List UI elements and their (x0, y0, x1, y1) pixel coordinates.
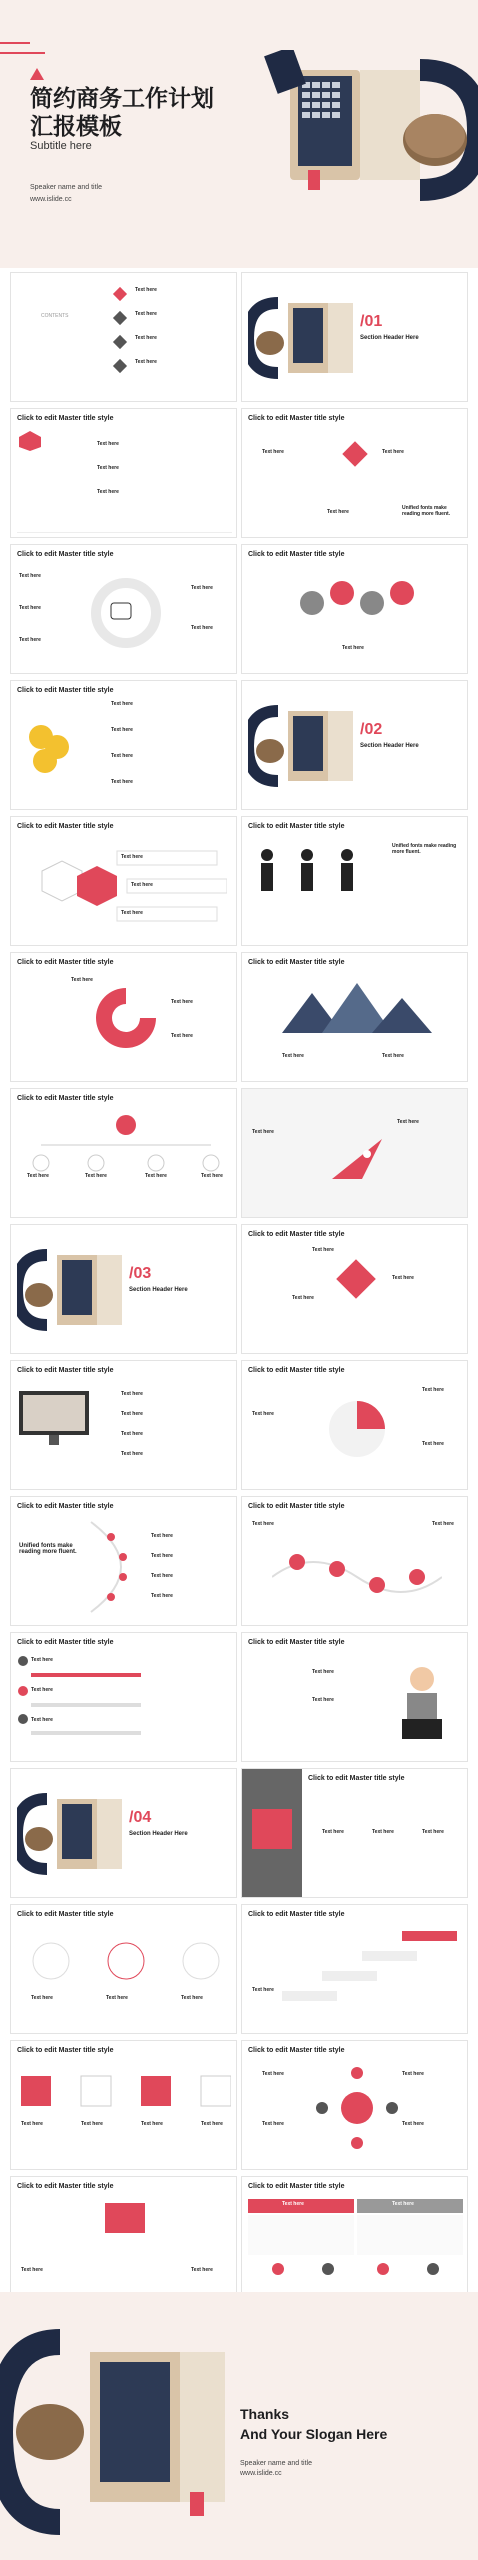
item-label: Text here (262, 2071, 284, 2077)
slide-master[interactable] (10, 544, 237, 674)
slide-master[interactable] (241, 816, 468, 946)
gantt-chart-illustration (252, 1925, 462, 2015)
footer-line (17, 532, 232, 533)
contents-diamonds (111, 283, 131, 393)
flow-item: Text here (121, 854, 143, 860)
item-label: Text here (81, 2121, 103, 2127)
slide-master[interactable] (10, 2176, 237, 2306)
laptop-hands-illustration (17, 1789, 127, 1879)
item-label: Text here (422, 1387, 444, 1393)
slide-title: Click to edit Master title style (17, 415, 114, 422)
section-label: Section Header Here (129, 1287, 188, 1293)
list-item: Text here (151, 1533, 173, 1539)
coins-icon (21, 717, 81, 777)
slide-section-01[interactable] (241, 272, 468, 402)
slide-section-02[interactable] (241, 680, 468, 810)
slide-title: Click to edit Master title style (17, 823, 114, 830)
table-header: Text here (392, 2201, 414, 2207)
item-label: Text here (262, 2121, 284, 2127)
flow-item: Text here (121, 910, 143, 916)
laptop-hands-illustration (17, 1245, 127, 1335)
section-number: /01 (360, 313, 383, 330)
item-label: Text here (106, 1995, 128, 2001)
item-label: Text here (71, 977, 93, 983)
thanks-title (240, 2404, 387, 2444)
item-label: Text here (402, 2121, 424, 2127)
hub-diagram (312, 2063, 402, 2153)
item-label: Text here (252, 1411, 274, 1417)
item-label: Text here (191, 585, 213, 591)
half-donut-chart (91, 983, 161, 1053)
item-label: Text here (171, 1033, 193, 1039)
item-label: Text here (397, 1119, 419, 1125)
slide-title: Click to edit Master title style (248, 551, 345, 558)
diamond-cluster (332, 1255, 382, 1305)
item-label: Text here (191, 625, 213, 631)
building-photo-panel (242, 1769, 302, 1898)
slide-title: Click to edit Master title style (248, 959, 345, 966)
slide-master[interactable] (241, 1632, 468, 1762)
section-number: /02 (360, 721, 383, 738)
slide-title: Click to edit Master title style (248, 1231, 345, 1238)
item-label: Text here (171, 999, 193, 1005)
item-label: Text here (21, 2121, 43, 2127)
section-label: Section Header Here (360, 335, 419, 341)
rocket-illustration (322, 1129, 392, 1189)
contents-label: CONTENTS (41, 313, 69, 319)
cover-speaker: Speaker name and title (30, 184, 102, 191)
slide-section-04[interactable] (10, 1768, 237, 1898)
list-item: Text here (121, 1451, 143, 1457)
bar-label: Text here (31, 1657, 53, 1663)
item-label: Text here (372, 1829, 394, 1835)
list-item: Text here (97, 489, 119, 495)
slide-title: Click to edit Master title style (17, 1911, 114, 1918)
section-number: /03 (129, 1265, 152, 1282)
item-label: Text here (252, 1129, 274, 1135)
monitor-illustration (19, 1391, 89, 1451)
accent-bar (0, 42, 30, 44)
item-label: Text here (382, 449, 404, 455)
slide-section-03[interactable] (10, 1224, 237, 1354)
section-label: Section Header Here (360, 743, 419, 749)
unified-text: Unified fonts make reading more fluent. (392, 843, 457, 855)
slide-contents[interactable] (10, 272, 237, 402)
unified-text: Unified fonts make reading more fluent. (402, 505, 451, 517)
slide-rocket[interactable] (241, 1088, 468, 1218)
slide-title: Click to edit Master title style (308, 1775, 405, 1782)
slide-master[interactable] (10, 816, 237, 946)
item-label: Text here (181, 1995, 203, 2001)
slide-title: Click to edit Master title style (17, 2183, 114, 2190)
tools-icon (105, 2203, 145, 2233)
slide-master[interactable] (10, 952, 237, 1082)
item-label: Text here (19, 637, 41, 643)
slide-title: Click to edit Master title style (248, 1911, 345, 1918)
item-label: Text here (145, 1173, 167, 1179)
unified-text: Unified fonts make reading more fluent. (19, 1543, 77, 1555)
flow-item: Text here (131, 882, 153, 888)
pin-timeline (272, 1537, 442, 1597)
item-label: Text here (402, 2071, 424, 2077)
item-label: Text here (27, 1173, 49, 1179)
list-item: Text here (121, 1411, 143, 1417)
slide-title: Click to edit Master title style (248, 1639, 345, 1646)
list-item: Text here (97, 441, 119, 447)
item-label: Text here (342, 645, 364, 651)
slide-master[interactable] (241, 1224, 468, 1354)
contents-item: Text here (135, 335, 157, 341)
list-item: Text here (151, 1553, 173, 1559)
slide-title: Click to edit Master title style (248, 415, 345, 422)
cover-title: 简约商务工作计划汇报模板 (30, 85, 214, 139)
thanks-line: Thanks (240, 2406, 290, 2422)
slide-title: Click to edit Master title style (17, 959, 114, 966)
slide-master[interactable] (10, 680, 237, 810)
item-label: Text here (85, 1173, 107, 1179)
slide-title: Click to edit Master title style (248, 1367, 345, 1374)
laptop-hands-illustration (248, 293, 358, 383)
item-label: Text here (141, 2121, 163, 2127)
slide-title: Click to edit Master title style (248, 823, 345, 830)
list-item: Text here (111, 727, 133, 733)
bar-label: Text here (31, 1687, 53, 1693)
item-label: Text here (201, 2121, 223, 2127)
diamond-icon (340, 439, 370, 469)
slide-master[interactable] (241, 1360, 468, 1490)
contents-item: Text here (135, 311, 157, 317)
item-label: Text here (31, 1995, 53, 2001)
slide-title: Click to edit Master title style (17, 1639, 114, 1646)
slide-master[interactable] (10, 408, 237, 538)
slide-master[interactable] (241, 2040, 468, 2170)
slide-master[interactable] (241, 408, 468, 538)
slide-title: Click to edit Master title style (17, 2047, 114, 2054)
cross-diagram (312, 1389, 402, 1469)
slide-title: Click to edit Master title style (17, 1503, 114, 1510)
slide-title: Click to edit Master title style (17, 1095, 114, 1102)
item-label: Text here (262, 449, 284, 455)
person-laptop-illustration (382, 1659, 462, 1749)
slide-title: Click to edit Master title style (248, 2047, 345, 2054)
list-item: Text here (121, 1431, 143, 1437)
slide-master[interactable] (241, 544, 468, 674)
slide-master[interactable] (10, 1904, 237, 2034)
section-label: Section Header Here (129, 1831, 188, 1837)
laptop-hands-illustration (248, 701, 358, 791)
item-label: Text here (191, 2267, 213, 2273)
list-item: Text here (111, 701, 133, 707)
progress-bars (17, 1653, 147, 1743)
item-label: Text here (312, 1247, 334, 1253)
step-circles (21, 1931, 231, 1991)
item-label: Text here (19, 605, 41, 611)
item-label: Text here (392, 1275, 414, 1281)
item-label: Text here (252, 1987, 274, 1993)
list-item: Text here (121, 1391, 143, 1397)
comparison-table (248, 2199, 463, 2289)
skyline-illustration (282, 983, 432, 1033)
item-label: Text here (422, 1441, 444, 1447)
item-label: Text here (432, 1521, 454, 1527)
bar-label: Text here (31, 1717, 53, 1723)
triangle-icon (30, 68, 44, 80)
slide-master[interactable] (10, 1496, 237, 1626)
item-label: Text here (252, 1521, 274, 1527)
slide-title: Click to edit Master title style (248, 1503, 345, 1510)
list-item: Text here (111, 779, 133, 785)
slide-master[interactable] (241, 1768, 468, 1898)
end-site: www.islide.cc (240, 2470, 282, 2477)
contents-item: Text here (135, 287, 157, 293)
cover-subtitle: Subtitle here (30, 140, 92, 152)
tree-diagram (21, 1113, 231, 1193)
slide-master[interactable] (10, 1632, 237, 1762)
slide-master[interactable] (241, 1904, 468, 2034)
ring-chart-illustration (81, 573, 171, 653)
slide-master[interactable] (10, 1360, 237, 1490)
item-label: Text here (21, 2267, 43, 2273)
slide-title: Click to edit Master title style (17, 1367, 114, 1374)
circle-cluster-illustration (292, 573, 422, 633)
item-label: Text here (201, 1173, 223, 1179)
item-label: Text here (292, 1295, 314, 1301)
list-item: Text here (97, 465, 119, 471)
icon-row (21, 2071, 231, 2111)
slide-master[interactable] (10, 1088, 237, 1218)
slide-title: Click to edit Master title style (248, 2183, 345, 2190)
slide-master[interactable] (241, 1496, 468, 1626)
list-item: Text here (151, 1593, 173, 1599)
arc-timeline (81, 1517, 161, 1617)
slide-master[interactable] (10, 2040, 237, 2170)
end-speaker: Speaker name and title (240, 2460, 312, 2467)
cover-site: www.islide.cc (30, 196, 72, 203)
item-label: Text here (327, 509, 349, 515)
slide-title: Click to edit Master title style (17, 687, 114, 694)
table-header: Text here (282, 2201, 304, 2207)
item-label: Text here (322, 1829, 344, 1835)
list-item: Text here (111, 753, 133, 759)
cover-slide (0, 0, 478, 268)
slide-title: Click to edit Master title style (17, 551, 114, 558)
contents-item: Text here (135, 359, 157, 365)
item-label: Text here (282, 1053, 304, 1059)
laptop-hands-illustration (250, 50, 478, 210)
list-item: Text here (151, 1573, 173, 1579)
section-number: /04 (129, 1809, 152, 1826)
accent-bar (0, 52, 45, 54)
business-people-icons (252, 845, 382, 895)
item-label: Text here (422, 1829, 444, 1835)
hexagon-icon (19, 431, 41, 451)
laptop-hands-illustration (0, 2322, 230, 2542)
slogan-line: And Your Slogan Here (240, 2426, 388, 2442)
slide-master[interactable] (241, 2176, 468, 2306)
end-slide (0, 2292, 478, 2560)
item-label: Text here (382, 1053, 404, 1059)
item-label: Text here (312, 1697, 334, 1703)
slide-master[interactable] (241, 952, 468, 1082)
item-label: Text here (312, 1669, 334, 1675)
item-label: Text here (19, 573, 41, 579)
